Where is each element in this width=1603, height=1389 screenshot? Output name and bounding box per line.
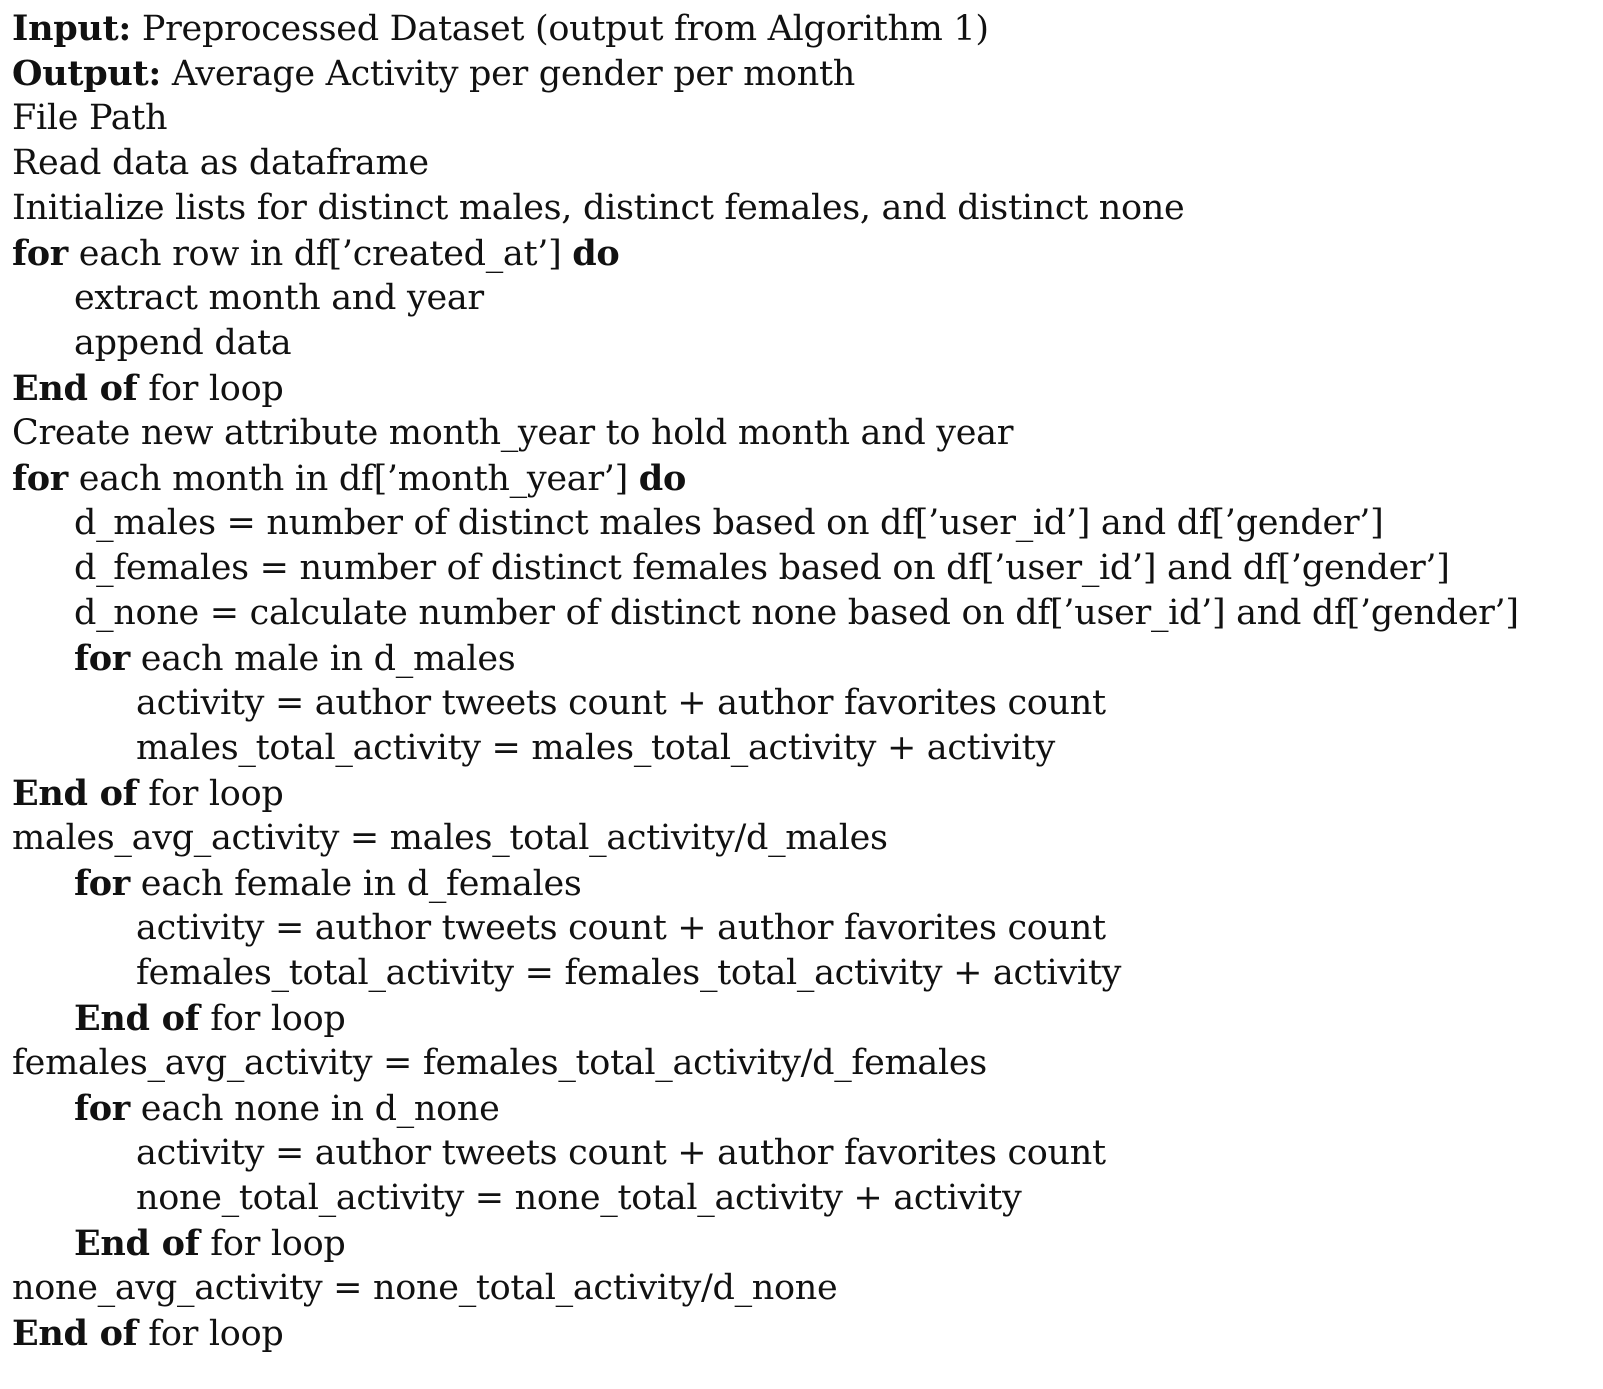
algorithm-line — [12, 96, 1597, 141]
algorithm-line — [12, 276, 1597, 321]
line-text: activity = author tweets count + author favorites count — [136, 1133, 1106, 1173]
line-text: Read data as dataframe — [12, 143, 429, 183]
line-text: Initialize lists for distinct males, distinct females, and distinct none — [12, 188, 1185, 228]
algorithm-line — [12, 366, 1597, 411]
algorithm-line — [12, 231, 1597, 276]
algorithm-line — [12, 546, 1597, 591]
algorithm-line — [12, 141, 1597, 186]
algorithm-line — [12, 996, 1597, 1041]
algorithm-line — [12, 456, 1597, 501]
algorithm-line — [12, 186, 1597, 231]
line-text: File Path — [12, 98, 168, 138]
line-text: for loop — [137, 369, 284, 409]
algorithm-line — [12, 906, 1597, 951]
algorithm-line — [12, 501, 1597, 546]
line-text: d_males = number of distinct males based on df[’user_id’] and df[’gender’] — [74, 503, 1384, 543]
keyword: for — [12, 458, 68, 499]
line-text: extract month and year — [74, 278, 484, 318]
algorithm-line — [12, 1131, 1597, 1176]
keyword: End of — [74, 1223, 200, 1264]
algorithm-line — [12, 726, 1597, 771]
line-text: activity = author tweets count + author favorites count — [136, 908, 1106, 948]
line-text: males_total_activity = males_total_activity + activity — [136, 728, 1055, 768]
keyword: End of — [12, 773, 138, 814]
line-text: d_none = calculate number of distinct none based on df[’user_id’] and df[’gender’] — [74, 593, 1519, 633]
algorithm-line — [12, 1311, 1597, 1356]
line-text: females_total_activity = females_total_activity + activity — [136, 953, 1122, 993]
keyword: do — [638, 458, 686, 499]
line-text: for loop — [199, 999, 346, 1039]
algorithm-pseudocode — [12, 6, 1597, 1356]
algorithm-line — [12, 6, 1597, 51]
line-text: males_avg_activity = males_total_activity/d_males — [12, 818, 888, 858]
line-text: for loop — [137, 1314, 284, 1354]
line-text: append data — [74, 323, 292, 363]
algorithm-line — [12, 816, 1597, 861]
keyword: for — [74, 1088, 130, 1129]
line-text: each male in d_males — [129, 639, 516, 679]
line-text: each row in df[’created_at’] — [67, 234, 573, 274]
algorithm-line — [12, 861, 1597, 906]
line-text: Average Activity per gender per month — [161, 54, 855, 94]
line-text: for loop — [199, 1224, 346, 1264]
algorithm-line — [12, 51, 1597, 96]
keyword: End of — [12, 1313, 138, 1354]
algorithm-line — [12, 321, 1597, 366]
algorithm-line — [12, 636, 1597, 681]
keyword: for — [12, 233, 68, 274]
line-text: activity = author tweets count + author favorites count — [136, 683, 1106, 723]
line-text: each female in d_females — [129, 864, 582, 904]
line-text: for loop — [137, 774, 284, 814]
algorithm-line — [12, 1086, 1597, 1131]
line-text: females_avg_activity = females_total_activity/d_females — [12, 1043, 987, 1083]
line-text: each month in df[’month_year’] — [67, 459, 639, 499]
keyword: for — [74, 863, 130, 904]
keyword: for — [74, 638, 130, 679]
algorithm-line — [12, 1176, 1597, 1221]
algorithm-line — [12, 1221, 1597, 1266]
keyword: End of — [12, 368, 138, 409]
keyword: do — [572, 233, 620, 274]
algorithm-line — [12, 951, 1597, 996]
line-text: Create new attribute month_year to hold month and year — [12, 413, 1014, 453]
line-text: each none in d_none — [129, 1089, 500, 1129]
line-text: none_total_activity = none_total_activity + activity — [136, 1178, 1022, 1218]
keyword: Output: — [12, 53, 162, 94]
line-text: none_avg_activity = none_total_activity/d_none — [12, 1268, 838, 1308]
line-text: d_females = number of distinct females based on df[’user_id’] and df[’gender’] — [74, 548, 1450, 588]
algorithm-line — [12, 411, 1597, 456]
algorithm-line — [12, 771, 1597, 816]
algorithm-line — [12, 1041, 1597, 1086]
algorithm-line — [12, 681, 1597, 726]
algorithm-line — [12, 1266, 1597, 1311]
algorithm-line — [12, 591, 1597, 636]
keyword: Input: — [12, 8, 132, 49]
line-text: Preprocessed Dataset (output from Algorithm 1) — [131, 9, 989, 49]
keyword: End of — [74, 998, 200, 1039]
